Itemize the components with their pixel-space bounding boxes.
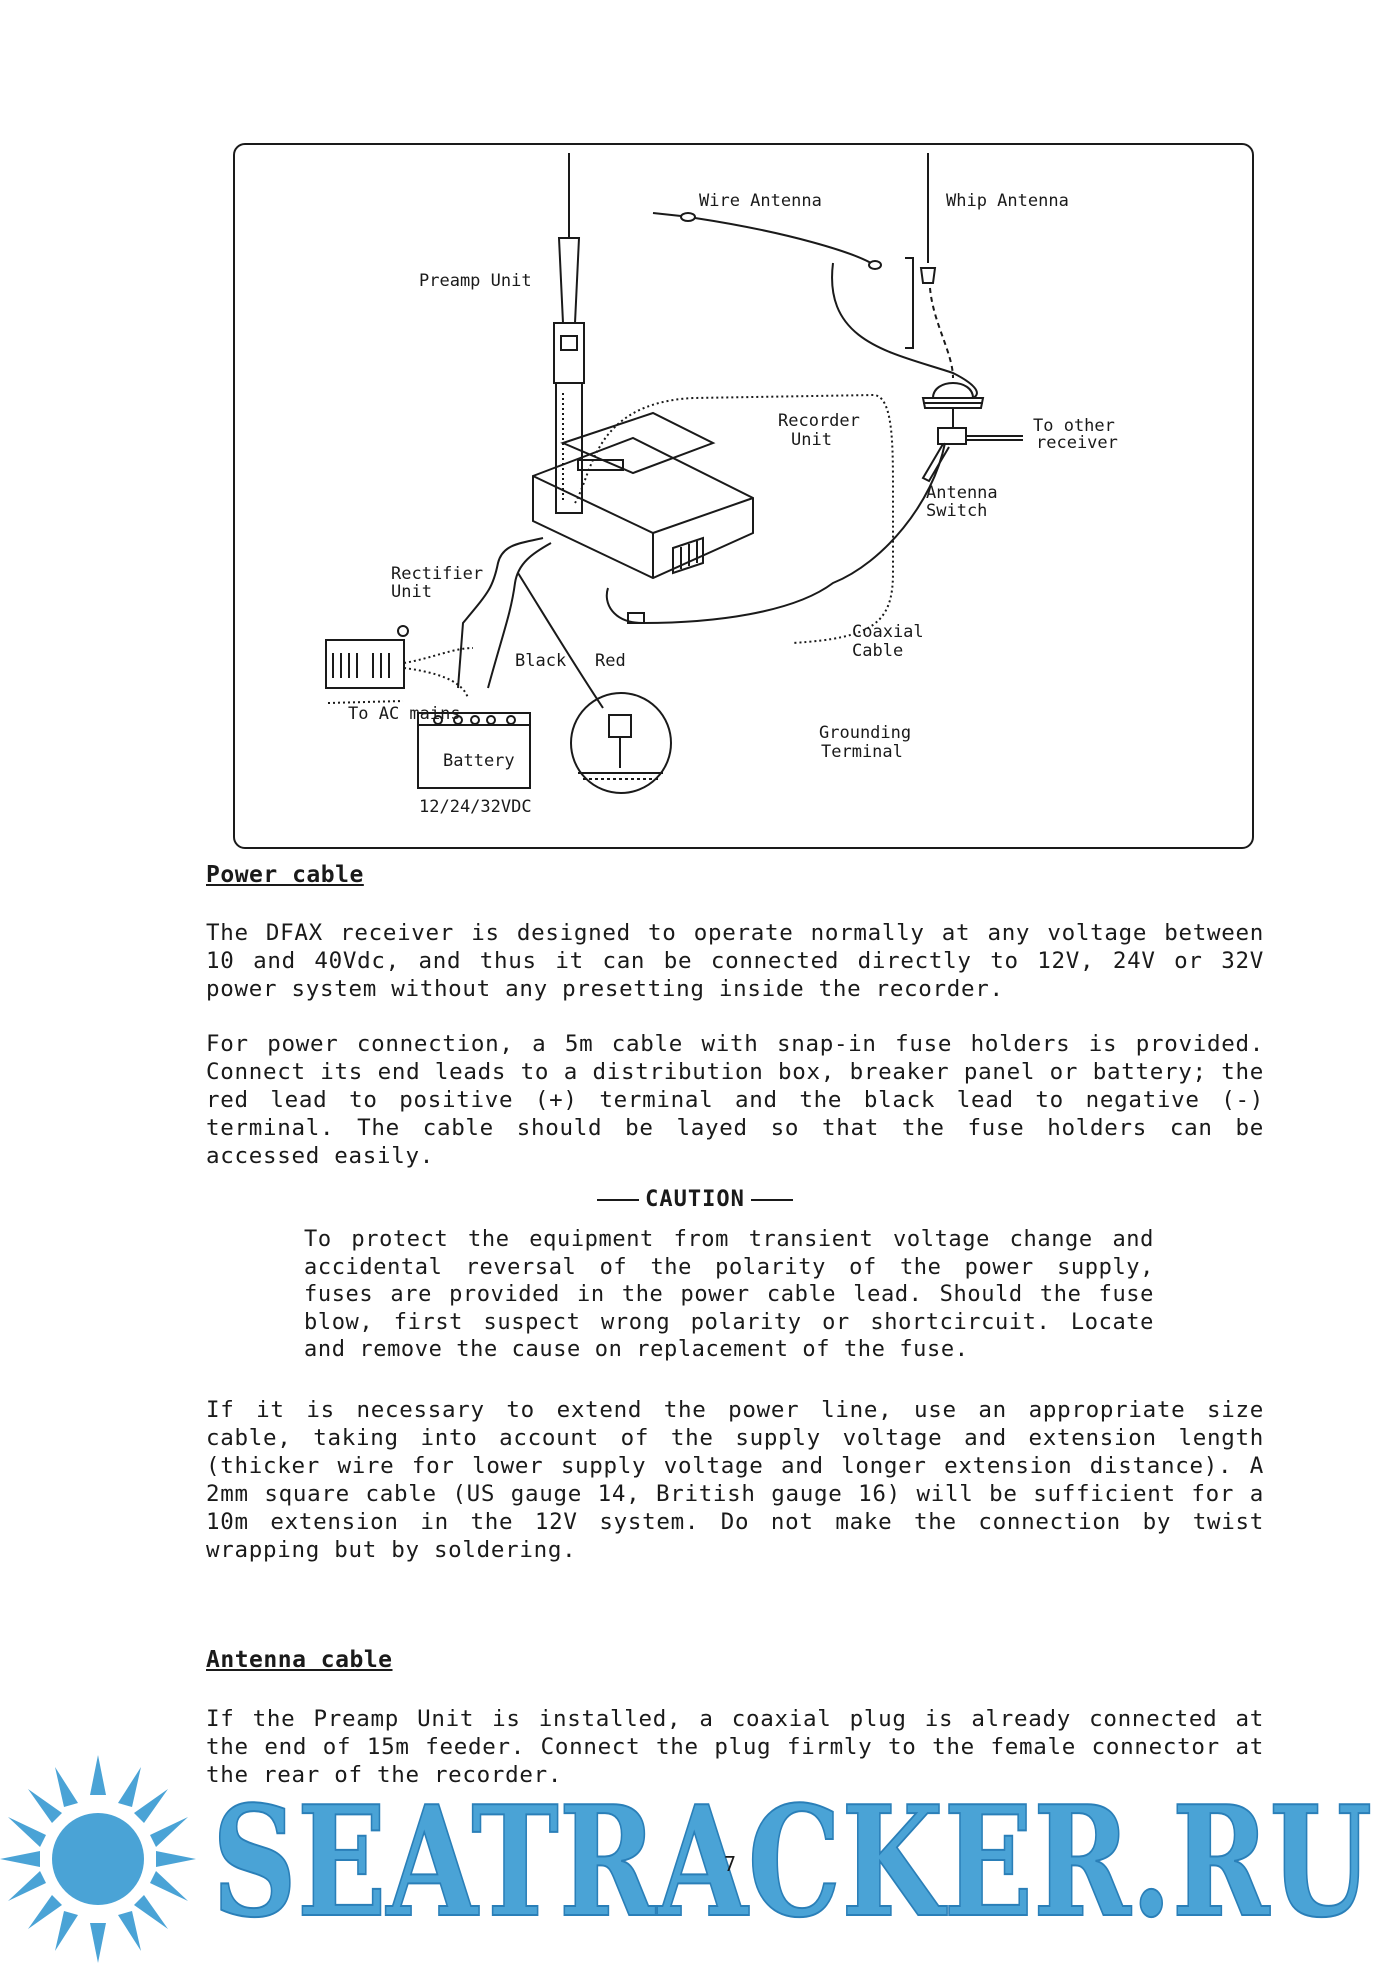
power-cable-heading: Power cable bbox=[206, 862, 364, 888]
recorder-unit-label-1: Recorder bbox=[778, 411, 860, 431]
grounding-terminal-drawing bbox=[571, 693, 671, 793]
to-other-receiver-label-2: receiver bbox=[1036, 433, 1118, 453]
black-lead-label: Black bbox=[515, 651, 567, 671]
caution-title-text: CAUTION bbox=[645, 1187, 745, 1212]
caution-text: To protect the equipment from transient voltage change and accidental reversal of the polarity of the power supply, fuses are provided in the power cable lead. Should the fuse blow, first suspect wrong polarity or shortcircuit. Locate and remove the cause on replacement of the fuse. bbox=[304, 1227, 1154, 1362]
watermark-text: SEATRACKER.RU bbox=[212, 1772, 1372, 1951]
rectifier-unit-drawing bbox=[326, 626, 473, 703]
coaxial-cable-label-1: Coaxial bbox=[852, 622, 924, 642]
antenna-switch-label-2: Switch bbox=[926, 501, 988, 521]
page-number: 7 bbox=[724, 1852, 737, 1876]
seatracker-watermark bbox=[0, 1755, 1390, 1963]
installation-diagram bbox=[233, 143, 1254, 849]
antenna-switch-label-1: Antenna bbox=[926, 483, 998, 503]
antenna-cable-heading: Antenna cable bbox=[206, 1647, 393, 1673]
rectifier-unit-label-2: Unit bbox=[391, 582, 432, 602]
battery-label: Battery bbox=[443, 751, 515, 771]
recorder-unit-drawing bbox=[533, 413, 753, 578]
power-cable-paragraph-1: The DFAX receiver is designed to operate normally at any voltage between 10 and 40Vdc, and thus it can be connected directly to 12V, 24V or 32V power system without any presetting inside the recorder. bbox=[206, 920, 1264, 1002]
wire-antenna-label: Wire Antenna bbox=[699, 191, 822, 211]
to-ac-mains-label: To AC mains bbox=[348, 704, 461, 724]
whip-antenna-label: Whip Antenna bbox=[946, 191, 1069, 211]
recorder-unit-label-2: Unit bbox=[791, 430, 832, 450]
antenna-cable-paragraph-1: If the Preamp Unit is installed, a coaxial plug is already connected at the end of 15m feeder. Connect the plug firmly to the female connector at the rear of the recorder. bbox=[206, 1706, 1264, 1788]
antenna-switch-drawing bbox=[923, 428, 1023, 481]
power-cable-paragraph-2: For power connection, a 5m cable with snap-in fuse holders is provided. Connect its end leads to a distribution box, breaker panel or battery; the red lead to positive (+) terminal and the black lead to negative (-) terminal. The cable should be layed so that the fuse holders can be accessed easily. bbox=[206, 1031, 1264, 1169]
sun-logo-icon bbox=[0, 1755, 196, 1963]
caution-title bbox=[0, 1187, 1390, 1212]
grounding-terminal-label-2: Terminal bbox=[821, 742, 903, 762]
preamp-unit-label: Preamp Unit bbox=[419, 271, 532, 291]
battery-voltage-label: 12/24/32VDC bbox=[419, 797, 532, 817]
to-other-receiver-label-1: To other bbox=[1033, 416, 1115, 436]
rectifier-unit-label-1: Rectifier bbox=[391, 564, 484, 584]
coaxial-cable-label-2: Cable bbox=[852, 641, 904, 661]
power-cable-paragraph-3: If it is necessary to extend the power line, use an appropriate size cable, taking into account of the supply voltage and extension length (thicker wire for lower supply voltage and longer extension distance). A 2mm square cable (US gauge 14, British gauge 16) will be sufficient for a 10m extension in the 12V system. Do not make the connection by twist wrapping but by soldering. bbox=[206, 1397, 1264, 1563]
grounding-terminal-label-1: Grounding bbox=[819, 723, 912, 743]
red-lead-label: Red bbox=[595, 651, 626, 671]
